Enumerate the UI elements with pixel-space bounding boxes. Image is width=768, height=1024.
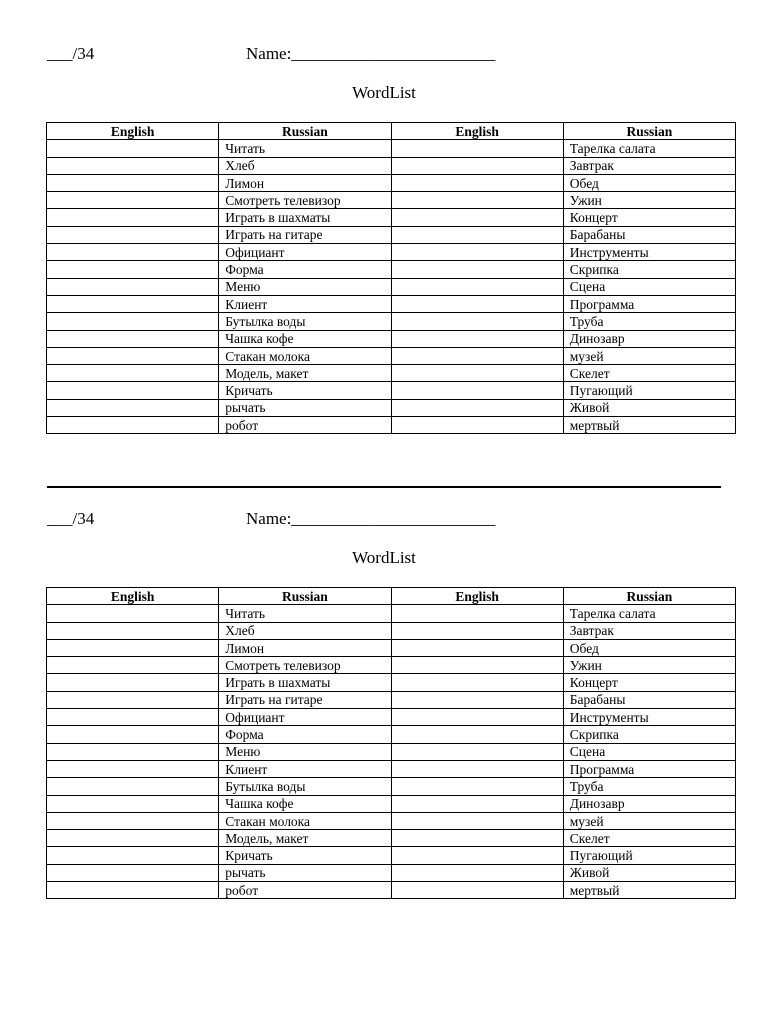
russian-word-cell: Скрипка: [563, 261, 735, 278]
russian-word-cell: Скелет: [563, 365, 735, 382]
russian-word-cell: Сцена: [563, 278, 735, 295]
english-answer-cell[interactable]: [391, 244, 563, 261]
score-field: ___/34: [47, 44, 95, 63]
russian-word-cell: Инструменты: [563, 709, 735, 726]
english-answer-cell[interactable]: [47, 847, 219, 864]
table-row: [47, 760, 736, 777]
english-answer-cell[interactable]: [47, 278, 219, 295]
russian-word-cell: Бутылка воды: [219, 313, 391, 330]
russian-word-cell: Играть в шахматы: [219, 674, 391, 691]
russian-word-cell: мертвый: [563, 882, 735, 899]
table-row: [47, 226, 736, 243]
table-row: [47, 709, 736, 726]
russian-word-cell: Официант: [219, 244, 391, 261]
english-answer-cell[interactable]: [47, 622, 219, 639]
english-answer-cell[interactable]: [47, 347, 219, 364]
russian-word-cell: мертвый: [563, 417, 735, 434]
english-answer-cell[interactable]: [391, 226, 563, 243]
russian-word-cell: музей: [563, 347, 735, 364]
english-answer-cell[interactable]: [391, 365, 563, 382]
table-row: [47, 691, 736, 708]
english-answer-cell[interactable]: [391, 743, 563, 760]
english-answer-cell[interactable]: [391, 812, 563, 829]
table-row: [47, 864, 736, 881]
russian-word-cell: Программа: [563, 760, 735, 777]
table-row: [47, 605, 736, 622]
table-row: [47, 295, 736, 312]
english-answer-cell[interactable]: [47, 830, 219, 847]
russian-word-cell: Динозавр: [563, 795, 735, 812]
russian-word-cell: Чашка кофе: [219, 330, 391, 347]
russian-word-cell: Читать: [219, 605, 391, 622]
english-answer-cell[interactable]: [47, 365, 219, 382]
english-answer-cell[interactable]: [47, 812, 219, 829]
table-row: [47, 657, 736, 674]
english-answer-cell[interactable]: [391, 313, 563, 330]
english-answer-cell[interactable]: [391, 399, 563, 416]
english-answer-cell[interactable]: [47, 639, 219, 656]
table-row: [47, 417, 736, 434]
english-answer-cell[interactable]: [391, 639, 563, 656]
col-header-english-1: English: [47, 123, 219, 140]
russian-word-cell: Смотреть телевизор: [219, 192, 391, 209]
russian-word-cell: Бутылка воды: [219, 778, 391, 795]
table-row: [47, 261, 736, 278]
english-answer-cell[interactable]: [47, 726, 219, 743]
table-row: [47, 795, 736, 812]
table-row: [47, 830, 736, 847]
english-answer-cell[interactable]: [391, 174, 563, 191]
english-answer-cell[interactable]: [47, 882, 219, 899]
english-answer-cell[interactable]: [47, 709, 219, 726]
russian-word-cell: Хлеб: [219, 157, 391, 174]
table-row: [47, 330, 736, 347]
russian-word-cell: Играть на гитаре: [219, 226, 391, 243]
russian-word-cell: Скрипка: [563, 726, 735, 743]
table-row: [47, 743, 736, 760]
english-answer-cell[interactable]: [47, 674, 219, 691]
russian-word-cell: Официант: [219, 709, 391, 726]
russian-word-cell: Ужин: [563, 192, 735, 209]
russian-word-cell: Смотреть телевизор: [219, 657, 391, 674]
table-row: [47, 365, 736, 382]
english-answer-cell[interactable]: [391, 778, 563, 795]
wordlist-table: [46, 587, 736, 899]
col-header-english-2: English: [391, 123, 563, 140]
table-row: [47, 847, 736, 864]
col-header-russian-1: Russian: [219, 588, 391, 605]
name-field: Name:________________________: [246, 509, 496, 528]
table-row: [47, 192, 736, 209]
russian-word-cell: рычать: [219, 399, 391, 416]
russian-word-cell: Труба: [563, 778, 735, 795]
table-row: [47, 726, 736, 743]
english-answer-cell[interactable]: [47, 382, 219, 399]
english-answer-cell[interactable]: [47, 778, 219, 795]
english-answer-cell[interactable]: [391, 278, 563, 295]
english-answer-cell[interactable]: [391, 330, 563, 347]
table-row: [47, 209, 736, 226]
table-row: [47, 140, 736, 157]
english-answer-cell[interactable]: [391, 192, 563, 209]
russian-word-cell: Читать: [219, 140, 391, 157]
english-answer-cell[interactable]: [391, 347, 563, 364]
english-answer-cell[interactable]: [391, 847, 563, 864]
english-answer-cell[interactable]: [47, 330, 219, 347]
russian-word-cell: Форма: [219, 726, 391, 743]
russian-word-cell: Играть в шахматы: [219, 209, 391, 226]
russian-word-cell: Хлеб: [219, 622, 391, 639]
english-answer-cell[interactable]: [47, 657, 219, 674]
english-answer-cell[interactable]: [47, 795, 219, 812]
table-row: [47, 174, 736, 191]
russian-word-cell: Пугающий: [563, 847, 735, 864]
russian-word-cell: Программа: [563, 295, 735, 312]
english-answer-cell[interactable]: [391, 760, 563, 777]
russian-word-cell: Кричать: [219, 382, 391, 399]
table-row: [47, 278, 736, 295]
russian-word-cell: Клиент: [219, 295, 391, 312]
col-header-english-2: English: [391, 588, 563, 605]
russian-word-cell: Модель, макет: [219, 830, 391, 847]
russian-word-cell: Лимон: [219, 174, 391, 191]
col-header-russian-1: Russian: [219, 123, 391, 140]
table-body: [47, 605, 736, 899]
english-answer-cell[interactable]: [47, 417, 219, 434]
russian-word-cell: музей: [563, 812, 735, 829]
russian-word-cell: рычать: [219, 864, 391, 881]
col-header-russian-2: Russian: [563, 588, 735, 605]
english-answer-cell[interactable]: [47, 261, 219, 278]
russian-word-cell: робот: [219, 417, 391, 434]
table-row: [47, 244, 736, 261]
table-body: [47, 140, 736, 434]
english-answer-cell[interactable]: [391, 295, 563, 312]
russian-word-cell: Модель, макет: [219, 365, 391, 382]
english-answer-cell[interactable]: [391, 882, 563, 899]
table-row: [47, 812, 736, 829]
russian-word-cell: Инструменты: [563, 244, 735, 261]
english-answer-cell[interactable]: [391, 261, 563, 278]
english-answer-cell[interactable]: [47, 691, 219, 708]
table-row: [47, 778, 736, 795]
russian-word-cell: Форма: [219, 261, 391, 278]
name-field: Name:________________________: [246, 44, 496, 63]
english-answer-cell[interactable]: [47, 743, 219, 760]
english-answer-cell[interactable]: [47, 295, 219, 312]
russian-word-cell: Тарелка салата: [563, 605, 735, 622]
english-answer-cell[interactable]: [391, 209, 563, 226]
russian-word-cell: Живой: [563, 399, 735, 416]
english-answer-cell[interactable]: [47, 140, 219, 157]
russian-word-cell: Меню: [219, 278, 391, 295]
english-answer-cell[interactable]: [47, 174, 219, 191]
russian-word-cell: Обед: [563, 639, 735, 656]
english-answer-cell[interactable]: [47, 313, 219, 330]
russian-word-cell: Концерт: [563, 674, 735, 691]
english-answer-cell[interactable]: [391, 140, 563, 157]
english-answer-cell[interactable]: [47, 209, 219, 226]
russian-word-cell: робот: [219, 882, 391, 899]
russian-word-cell: Меню: [219, 743, 391, 760]
worksheet-title: WordList: [352, 548, 416, 567]
english-answer-cell[interactable]: [391, 709, 563, 726]
russian-word-cell: Завтрак: [563, 157, 735, 174]
worksheet-title: WordList: [352, 83, 416, 102]
english-answer-cell[interactable]: [47, 244, 219, 261]
russian-word-cell: Скелет: [563, 830, 735, 847]
wordlist-table: [46, 122, 736, 434]
english-answer-cell[interactable]: [47, 192, 219, 209]
russian-word-cell: Обед: [563, 174, 735, 191]
table-row: [47, 622, 736, 639]
table-header-row: [47, 588, 736, 605]
english-answer-cell[interactable]: [391, 726, 563, 743]
section-divider: [47, 486, 721, 488]
english-answer-cell[interactable]: [47, 760, 219, 777]
russian-word-cell: Завтрак: [563, 622, 735, 639]
russian-word-cell: Клиент: [219, 760, 391, 777]
english-answer-cell[interactable]: [391, 795, 563, 812]
english-answer-cell[interactable]: [391, 830, 563, 847]
english-answer-cell[interactable]: [391, 605, 563, 622]
english-answer-cell[interactable]: [391, 691, 563, 708]
table-row: [47, 313, 736, 330]
russian-word-cell: Барабаны: [563, 226, 735, 243]
english-answer-cell[interactable]: [391, 622, 563, 639]
english-answer-cell[interactable]: [391, 417, 563, 434]
english-answer-cell[interactable]: [47, 157, 219, 174]
english-answer-cell[interactable]: [391, 674, 563, 691]
table-header-row: [47, 123, 736, 140]
russian-word-cell: Стакан молока: [219, 812, 391, 829]
col-header-english-1: English: [47, 588, 219, 605]
table-row: [47, 382, 736, 399]
table-row: [47, 347, 736, 364]
score-field: ___/34: [47, 509, 95, 528]
russian-word-cell: Концерт: [563, 209, 735, 226]
russian-word-cell: Пугающий: [563, 382, 735, 399]
english-answer-cell[interactable]: [391, 157, 563, 174]
english-answer-cell[interactable]: [47, 864, 219, 881]
table-row: [47, 674, 736, 691]
english-answer-cell[interactable]: [391, 382, 563, 399]
russian-word-cell: Играть на гитаре: [219, 691, 391, 708]
russian-word-cell: Сцена: [563, 743, 735, 760]
russian-word-cell: Стакан молока: [219, 347, 391, 364]
table-row: [47, 882, 736, 899]
col-header-russian-2: Russian: [563, 123, 735, 140]
english-answer-cell[interactable]: [47, 226, 219, 243]
table-row: [47, 399, 736, 416]
russian-word-cell: Барабаны: [563, 691, 735, 708]
table-row: [47, 639, 736, 656]
english-answer-cell[interactable]: [391, 657, 563, 674]
english-answer-cell[interactable]: [47, 399, 219, 416]
russian-word-cell: Ужин: [563, 657, 735, 674]
russian-word-cell: Тарелка салата: [563, 140, 735, 157]
russian-word-cell: Труба: [563, 313, 735, 330]
russian-word-cell: Кричать: [219, 847, 391, 864]
table-row: [47, 157, 736, 174]
russian-word-cell: Чашка кофе: [219, 795, 391, 812]
english-answer-cell[interactable]: [47, 605, 219, 622]
english-answer-cell[interactable]: [391, 864, 563, 881]
russian-word-cell: Динозавр: [563, 330, 735, 347]
russian-word-cell: Живой: [563, 864, 735, 881]
russian-word-cell: Лимон: [219, 639, 391, 656]
